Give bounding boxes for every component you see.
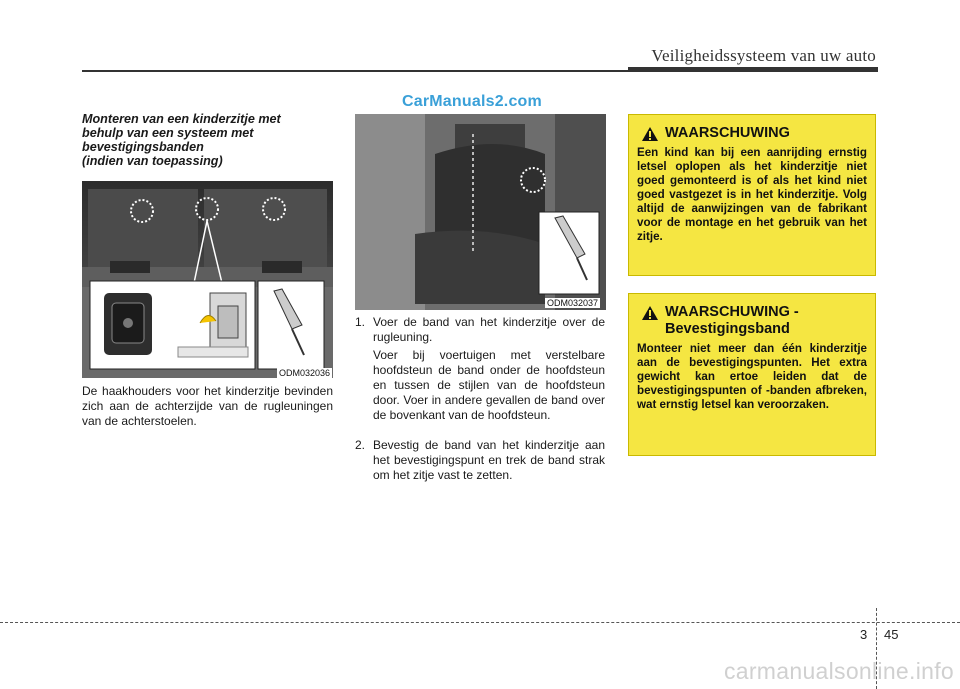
list-item xyxy=(355,438,605,483)
figure-code: ODM032037 xyxy=(547,298,599,308)
section-title: Veiligheidssysteem van uw auto xyxy=(651,46,876,65)
list-item-number: 2. xyxy=(355,438,366,452)
warning-box xyxy=(628,114,876,276)
warning-header xyxy=(641,125,867,142)
warning-triangle-icon xyxy=(641,305,659,321)
list-item-number: 1. xyxy=(355,315,366,329)
figure-code: ODM032036 xyxy=(279,368,331,378)
warning-triangle-icon xyxy=(641,126,659,142)
bottom-watermark: carmanualsonline.info xyxy=(723,658,954,684)
child-seat-photo xyxy=(355,114,606,310)
warning-box xyxy=(628,293,876,456)
list-item xyxy=(355,315,605,423)
cargo-anchor-photo xyxy=(82,181,333,378)
top-watermark: CarManuals2.com xyxy=(402,93,542,110)
warning-title: WAARSCHUWING - xyxy=(665,304,799,320)
subheading xyxy=(82,112,332,168)
header-rule-accent xyxy=(628,67,878,72)
chapter-number: 3 xyxy=(860,627,868,642)
cargo-anchor-illustration xyxy=(82,181,333,378)
warning-text: Een kind kan bij een aanrijding ernstig letsel oplopen als het kinderzitje niet goed gemonteerd is of als het kind niet goed vastgezet is in het kinderzitje. Volg altijd de aanwijzingen van de fabrikant voor de montage en het gebruik van het zitje. xyxy=(637,146,867,243)
footer-rule xyxy=(0,622,960,623)
subheading-line: bevestigingsbanden xyxy=(82,140,204,154)
list-item-text: Voer de band van het kinderzitje over de rugleuning. xyxy=(373,315,605,344)
list-item-subtext: Voer bij voertuigen met verstelbare hoofdsteun de band onder de hoofdsteun en tussen de stijlen van de hoofdsteun door. Voer in andere gevallen de band over de bovenkant van de hoofdsteun. xyxy=(373,348,605,422)
list-item-text: Bevestig de band van het kinderzitje aan het bevestigingspunt en trek de band strak om het zitje vast te zetten. xyxy=(373,438,605,482)
child-seat-illustration xyxy=(355,114,606,310)
warning-title: WAARSCHUWING xyxy=(665,125,790,141)
subheading-line: (indien van toepassing) xyxy=(82,154,223,168)
warning-subtitle: Bevestigingsband xyxy=(665,321,790,337)
body-paragraph: De haakhouders voor het kinderzitje bevinden zich aan de achterzijde van de rugleuningen van de achterstoelen. xyxy=(82,384,333,429)
warning-text: Monteer niet meer dan één kinderzitje aan de bevestigingspunten. Het extra gewicht kan ertoe leiden dat de bevestigingspunten of -banden afbreken, wat ernstig letsel kan veroorzaken. xyxy=(637,342,867,411)
warning-header xyxy=(641,304,867,338)
subheading-line: Monteren van een kinderzitje met xyxy=(82,112,281,126)
subheading-line: behulp van een systeem met xyxy=(82,126,254,140)
page-number: 45 xyxy=(884,627,899,642)
